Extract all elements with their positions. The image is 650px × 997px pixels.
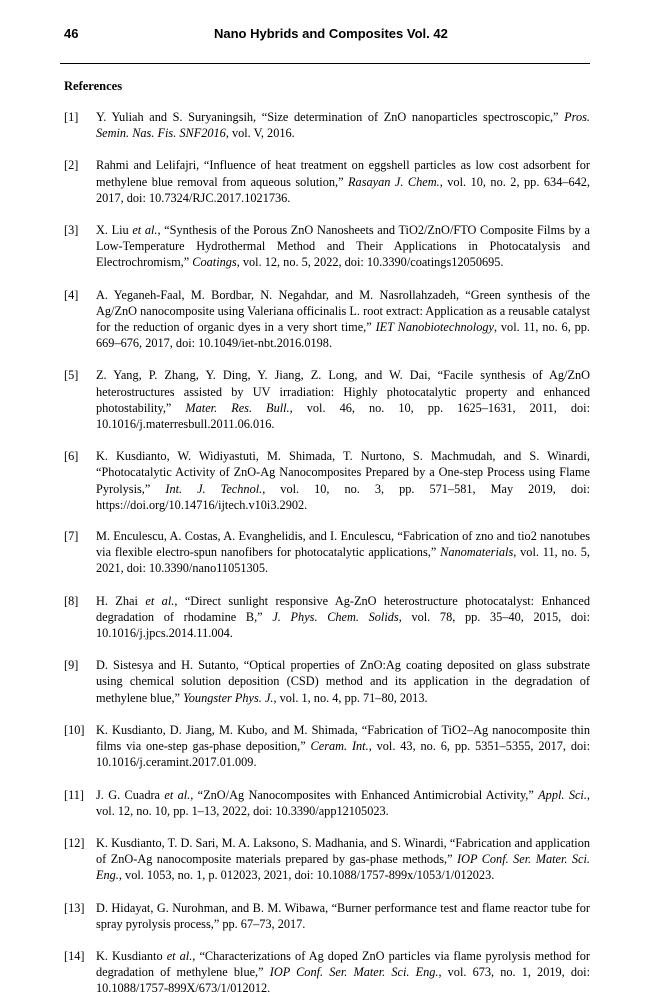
reference-italic-part: Coatings [192, 255, 237, 270]
reference-text-part: K. Kusdianto, T. D. Sari, M. A. Laksono, S. Madhania, and S. Winardi, “Fabrication and application of ZnO-Ag nanocomposite materials prepared by gas-phase methods,” [96, 835, 590, 867]
reference-item [64, 157, 590, 206]
reference-italic-part: et al. [164, 787, 191, 802]
reference-italic-part: Nanomaterials [440, 545, 514, 560]
reference-number: [2] [64, 158, 79, 173]
reference-text-part: , vol. 1, no. 4, pp. 71–80, 2013. [273, 690, 428, 705]
reference-item [64, 787, 590, 819]
reference-number: [12] [64, 835, 85, 850]
running-header [64, 20, 590, 50]
reference-item [64, 835, 590, 884]
reference-text-part: D. Sistesya and H. Sutanto, “Optical properties of ZnO:Ag coating deposited on glass substrate using chemical solution deposition (CSD) method and its application in the degradation of methylene blue,” [96, 658, 590, 705]
reference-number: [14] [64, 948, 85, 963]
reference-text [96, 593, 590, 642]
reference-item [64, 722, 590, 771]
reference-text-part: K. Kusdianto, D. Jiang, M. Kubo, and M. Shimada, “Fabrication of TiO2–Ag nanocomposite thin films via one-step gas-phase deposition,” [96, 722, 590, 754]
reference-text [96, 900, 590, 932]
reference-italic-part: Rasayan J. Chem. [348, 174, 440, 189]
reference-text-part: , vol. 673, no. 1, 2019, doi: 10.1088/1757-899X/673/1/012012. [96, 965, 590, 996]
reference-text [96, 157, 590, 206]
reference-text-part: K. Kusdianto, W. Widiyastuti, M. Shimada, T. Nurtono, S. Machmudah, and S. Winardi, “Photocatalytic Activity of ZnO-Ag Nanocomposites Prepared by a One-step Process using Flame Pyrolysis,” [96, 449, 590, 496]
reference-text-part: , “Direct sunlight responsive Ag-ZnO heterostructure photocatalyst: Enhanced degradation of rhodamine B,” [96, 593, 590, 624]
reference-text [96, 448, 590, 513]
reference-list [64, 95, 590, 997]
reference-number: [9] [64, 658, 79, 673]
reference-text-part: , vol. 78, pp. 35–40, 2015, doi: 10.1016/j.jpcs.2014.11.004. [96, 609, 590, 641]
reference-text-part: A. Yeganeh-Faal, M. Bordbar, N. Negahdar, and M. Nasrollahzadeh, “Green synthesis of the Ag/ZnO nanocomposite using Valeriana officinalis L. root extract: Application as a reusable catalyst for the reduction of organic dyes in a very short time,” [96, 287, 590, 335]
reference-text-part: M. Enculescu, A. Costas, A. Evanghelidis, and I. Enculescu, “Fabrication of zno and tio2 nanotubes via flexible electro-spun nanofibers for photocatalytic applications,” [96, 529, 590, 560]
reference-italic-part: Ceram. Int. [310, 739, 369, 754]
reference-text-part: Y. Yuliah and S. Suryaningsih, “Size determination of ZnO nanoparticles spectroscopic,” [96, 110, 565, 124]
reference-item [64, 593, 590, 642]
reference-item [64, 948, 590, 997]
reference-text [96, 787, 590, 819]
reference-item [64, 900, 590, 932]
reference-text-part: , “Characterizations of Ag doped ZnO particles via flame pyrolysis method for degradation of methylene blue,” [96, 948, 590, 980]
reference-text-part: Rahmi and Lelifajri, “Influence of heat treatment on eggshell particles as low cost adsorbent for methylene blue removal from aqueous solution,” [96, 158, 590, 189]
reference-italic-part: et al. [166, 948, 193, 963]
reference-text-part: , vol. 11, no. 6, pp. 669–676, 2017, doi: 10.1049/iet-nbt.2016.0198. [96, 320, 591, 351]
reference-italic-part: Appl. Sci. [538, 787, 587, 802]
reference-item [64, 367, 590, 432]
reference-italic-part: IET Nanobiotechnology [375, 320, 494, 335]
reference-text-part: , vol. V, 2016. [225, 126, 295, 141]
reference-text [96, 222, 590, 271]
reference-item [64, 528, 590, 577]
reference-text [96, 835, 590, 884]
reference-italic-part: IOP Conf. Ser. Mater. Sci. Eng. [96, 852, 591, 883]
reference-text-part: , vol. 12, no. 10, pp. 1–13, 2022, doi: 10.3390/app12105023. [96, 787, 590, 818]
reference-text-part: , vol. 10, no. 3, pp. 571–581, May 2019, doi: https://doi.org/10.14716/ijtech.v10i3.2902. [96, 481, 590, 512]
reference-text-part: J. G. Cuadra [96, 787, 165, 802]
reference-italic-part: Pros. Semin. Nas. Fis. SNF2016 [96, 110, 590, 141]
reference-italic-part: Youngster Phys. J. [183, 690, 274, 705]
reference-text-part: D. Hidayat, G. Nurohman, and B. M. Wibawa, “Burner performance test and flame reactor tube for spray pyrolysis process,” pp. 67–73, 2017. [96, 900, 590, 931]
reference-italic-part: et al. [145, 593, 175, 608]
reference-italic-part: Int. J. Technol. [165, 481, 263, 496]
reference-item [64, 222, 590, 271]
reference-text-part: , “ZnO/Ag Nanocomposites with Enhanced Antimicrobial Activity,” [190, 787, 539, 802]
reference-text [96, 367, 590, 432]
reference-text-part: , vol. 11, no. 5, 2021, doi: 10.3390/nano11051305. [96, 545, 590, 576]
reference-italic-part: IOP Conf. Ser. Mater. Sci. Eng. [269, 965, 439, 980]
references-heading: References [64, 79, 123, 93]
reference-number: [7] [64, 529, 79, 544]
reference-text [96, 657, 590, 706]
reference-text-part: , vol. 10, no. 2, pp. 634–642, 2017, doi: 10.7324/RJC.2017.1021736. [96, 174, 591, 205]
reference-item [64, 109, 590, 141]
reference-item [64, 657, 590, 706]
page-number: 46 [64, 26, 79, 41]
reference-item [64, 448, 590, 513]
reference-text [96, 287, 590, 352]
reference-number: [4] [64, 287, 79, 302]
header-rule [60, 63, 590, 64]
reference-number: [1] [64, 110, 79, 124]
reference-text [96, 528, 590, 577]
reference-text-part: X. Liu [96, 223, 133, 238]
reference-number: [3] [64, 223, 79, 238]
reference-item [64, 287, 590, 352]
reference-text-part: , “Synthesis of the Porous ZnO Nanosheets and TiO2/ZnO/FTO Composite Films by a Low-Temperature Hydrothermal Method and Their Applications in Photocatalysis and Electrochromism,” [96, 223, 590, 270]
reference-text [96, 722, 590, 771]
journal-title: Nano Hybrids and Composites Vol. 42 [214, 26, 448, 41]
reference-number: [11] [64, 787, 85, 802]
reference-number: [5] [64, 368, 79, 383]
reference-text-part: H. Zhai [96, 593, 146, 608]
reference-text-part: K. Kusdianto [96, 948, 167, 963]
reference-italic-part: et al. [132, 223, 158, 238]
reference-number: [13] [64, 900, 85, 915]
reference-text-part: , vol. 1053, no. 1, p. 012023, 2021, doi: 10.1088/1757-899x/1053/1/012023. [118, 868, 495, 883]
reference-text-part: , vol. 43, no. 6, pp. 5351–5355, 2017, doi: 10.1016/j.ceramint.2017.01.009. [96, 739, 590, 770]
reference-number: [10] [64, 722, 85, 737]
reference-italic-part: Mater. Res. Bull. [185, 400, 290, 415]
reference-italic-part: J. Phys. Chem. Solids [272, 609, 399, 624]
reference-text-part: Z. Yang, P. Zhang, Y. Ding, Y. Jiang, Z. Long, and W. Dai, “Facile synthesis of Ag/ZnO heterostructures assisted by UV irradiation: Highly photocatalytic property and enhanced photostability,” [96, 368, 590, 415]
reference-number: [6] [64, 449, 79, 464]
reference-text [96, 948, 590, 997]
reference-text-part: , vol. 12, no. 5, 2022, doi: 10.3390/coatings12050695. [236, 255, 504, 270]
reference-number: [8] [64, 593, 79, 608]
reference-text-part: , vol. 46, no. 10, pp. 1625–1631, 2011, doi: 10.1016/j.materresbull.2011.06.016. [96, 400, 590, 432]
reference-text [96, 109, 590, 141]
